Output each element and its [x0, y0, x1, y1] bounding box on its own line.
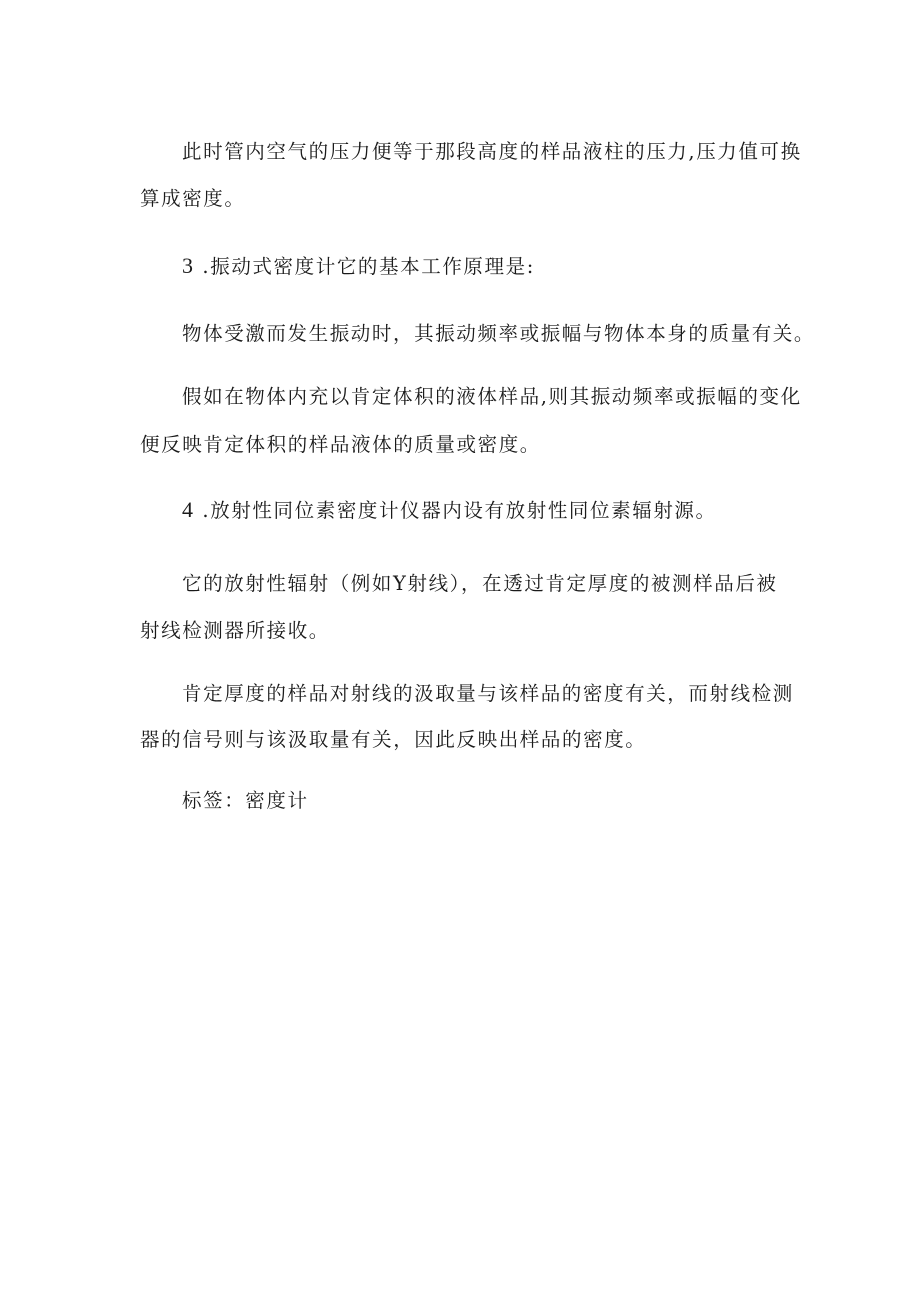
paragraph-line: 它的放射性辐射（例如Y射线），在透过肯定厚度的被测样品后被: [182, 572, 778, 595]
paragraph-line: 器的信号则与该汲取量有关，因此反映出样品的密度。: [140, 728, 647, 751]
tags-line: 标签：密度计: [182, 789, 309, 812]
paragraph-line: 便反映肯定体积的样品液体的质量或密度。: [140, 433, 541, 456]
section-heading-3: [182, 254, 535, 279]
section-heading-text: .振动式密度计它的基本工作原理是:: [202, 255, 535, 278]
paragraph-line: 肯定厚度的样品对射线的汲取量与该样品的密度有关，而射线检测: [182, 682, 794, 705]
section-number: 4: [182, 497, 195, 522]
section-heading-4: [182, 498, 717, 523]
section-heading-text: .放射性同位素密度计仪器内设有放射性同位素辐射源。: [202, 499, 717, 522]
paragraph-line: 算成密度。: [140, 187, 246, 210]
paragraph-line: 射线检测器所接收。: [140, 619, 330, 642]
paragraph-line: 此时管内空气的压力便等于那段高度的样品液柱的压力,压力值可换: [182, 140, 802, 163]
paragraph-line: 物体受激而发生振动时，其振动频率或振幅与物体本身的质量有关。: [182, 322, 816, 345]
section-number: 3: [182, 253, 195, 278]
paragraph-line: 假如在物体内充以肯定体积的液体样品,则其振动频率或振幅的变化: [182, 385, 802, 408]
